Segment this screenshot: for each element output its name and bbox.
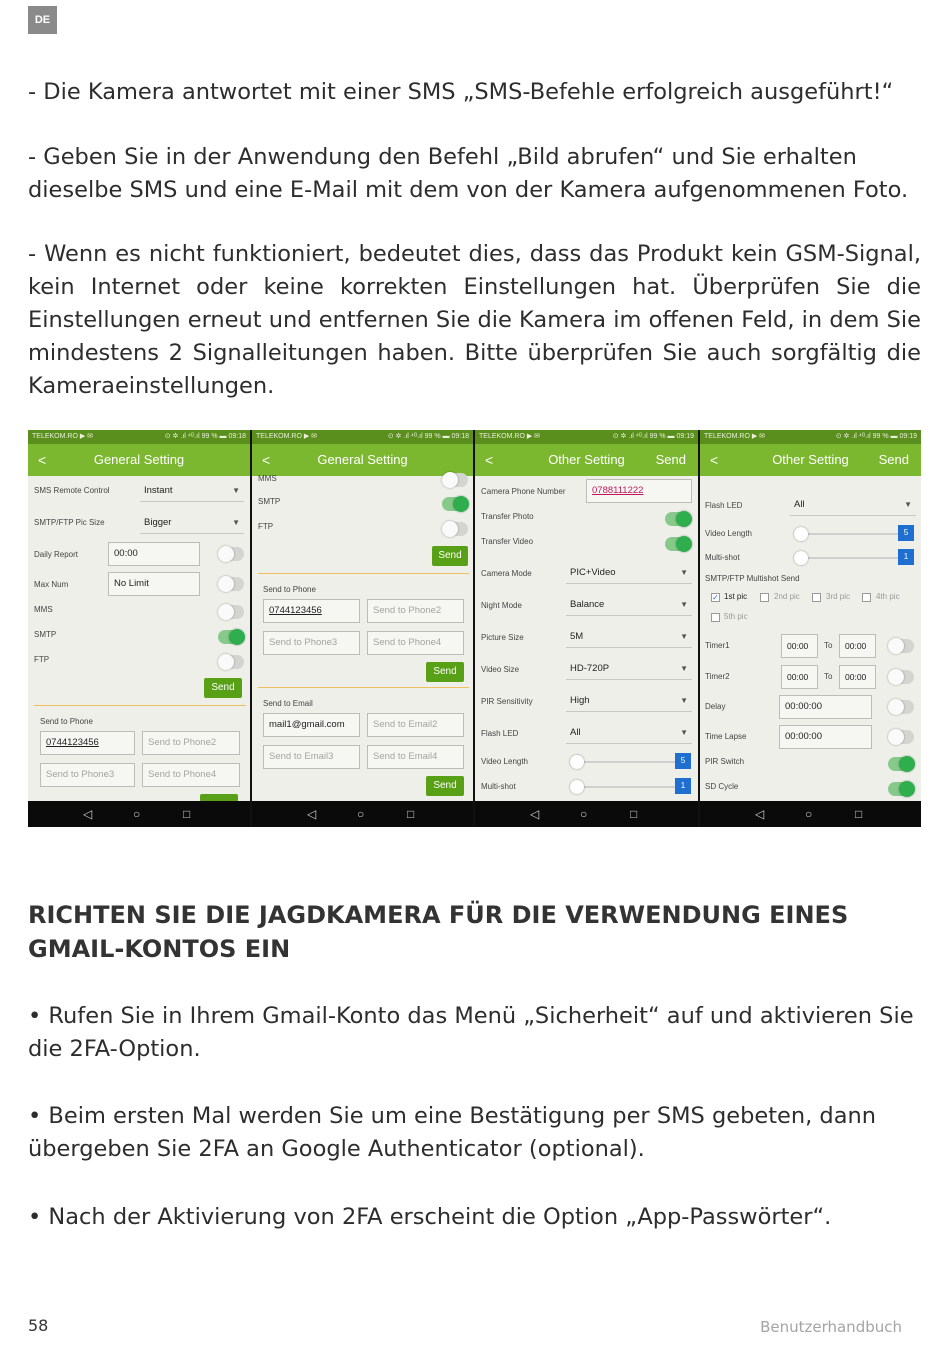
title-bar	[28, 444, 250, 476]
title-bar	[252, 444, 473, 476]
toggle-daily-report[interactable]	[218, 547, 244, 561]
input-max-num[interactable]: No Limit	[108, 572, 200, 596]
send-top-button[interactable]: Send	[655, 452, 686, 467]
nav-home-icon[interactable]: ○	[133, 807, 141, 821]
select-camera-mode[interactable]: PIC+Video ▼	[566, 562, 692, 584]
label-flash-led: Flash LED	[481, 729, 519, 738]
status-bar	[28, 430, 250, 444]
status-carrier: TELEKOM.RO ▶ ✉	[32, 433, 94, 440]
toggle-delay[interactable]	[888, 700, 914, 714]
input-phone2[interactable]: Send to Phone2	[142, 731, 240, 755]
status-carrier: TELEKOM.RO ▶ ✉	[479, 433, 541, 440]
label-pir-sensitivity: PIR Sensitivity	[481, 697, 533, 706]
toggle-timer1[interactable]	[888, 639, 914, 653]
nav-back-icon[interactable]: ◁	[83, 807, 93, 821]
android-nav-bar	[28, 801, 250, 827]
bullet-app-passwords: • Nach der Aktivierung von 2FA erscheint die Option „App-Passwörter“.	[28, 1204, 832, 1230]
toggle-mms[interactable]	[442, 473, 468, 487]
status-time: ⊙ ✲ .ıl ⁴ᴳ.ıl 99 % ▬ 09:18	[387, 433, 469, 440]
chevron-down-icon: ▼	[904, 500, 912, 509]
toggle-transfer-photo[interactable]	[665, 512, 691, 526]
toggle-ftp[interactable]	[442, 522, 468, 536]
input-delay[interactable]: 00:00:00	[779, 695, 872, 719]
app-screenshots	[28, 430, 921, 827]
screenshot-general-setting-2	[252, 430, 473, 827]
label-multi-shot: Multi-shot	[481, 782, 516, 791]
bullet-security-menu: • Rufen Sie in Ihrem Gmail-Konto das Menü „Sicherheit“ auf und aktivieren Sie die 2FA-Option.	[28, 1003, 914, 1062]
label-delay: Delay	[705, 702, 726, 711]
nav-back-icon[interactable]: ◁	[530, 807, 540, 821]
label-transfer-video: Transfer Video	[481, 537, 534, 546]
toggle-transfer-video[interactable]	[665, 537, 691, 551]
select-flash-led[interactable]: All ▼	[566, 722, 692, 744]
toggle-sd-cycle[interactable]	[888, 782, 914, 796]
label-send-to-phone: Send to Phone	[263, 585, 316, 594]
input-phone2[interactable]: Send to Phone2	[367, 599, 464, 623]
toggle-mms[interactable]	[218, 605, 244, 619]
label-smtp: SMTP	[258, 497, 281, 506]
back-icon[interactable]: <	[710, 452, 719, 468]
label-sd-cycle: SD Cycle	[705, 782, 739, 791]
select-picture-size[interactable]: 5M ▼	[566, 626, 692, 648]
label-pic-size: SMTP/FTP Pic Size	[34, 518, 105, 527]
label-night-mode: Night Mode	[481, 601, 522, 610]
divider	[34, 705, 246, 706]
input-timer1-end[interactable]: 00:00	[839, 634, 876, 658]
label-picture-size: Picture Size	[481, 633, 524, 642]
label-transfer-photo: Transfer Photo	[481, 512, 534, 521]
back-icon[interactable]: <	[262, 452, 271, 468]
select-pic-size[interactable]: Bigger ▼	[140, 512, 244, 534]
chevron-down-icon: ▼	[680, 728, 688, 737]
label-pic3: 3rd pic	[826, 592, 851, 601]
status-carrier: TELEKOM.RO ▶ ✉	[256, 433, 318, 440]
toggle-ftp[interactable]	[218, 655, 244, 669]
label-daily-report: Daily Report	[34, 550, 79, 559]
nav-home-icon[interactable]: ○	[357, 807, 365, 821]
slider-multi-shot[interactable]	[796, 557, 906, 559]
value-multi-shot: 1	[898, 549, 914, 565]
label-timer2-to: To	[824, 672, 833, 681]
back-icon[interactable]: <	[485, 452, 494, 468]
input-time-lapse[interactable]: 00:00:00	[779, 725, 872, 749]
input-phone3[interactable]: Send to Phone3	[263, 631, 360, 655]
send-button[interactable]: Send	[204, 678, 242, 698]
paragraph-sms-response: - Die Kamera antwortet mit einer SMS „SMS-Befehle erfolgreich ausgeführt!“	[28, 79, 894, 105]
section-heading: RICHTEN SIE DIE JAGDKAMERA FÜR DIE VERWENDUNG EINES GMAIL-KONTOS EIN	[28, 901, 849, 963]
send-button[interactable]: Send	[432, 546, 468, 566]
status-bar	[475, 430, 698, 444]
nav-recent-icon[interactable]: □	[183, 807, 191, 821]
select-sms-remote-control[interactable]: Instant ▼	[140, 480, 244, 502]
input-daily-report[interactable]: 00:00	[108, 542, 200, 566]
nav-recent-icon[interactable]: □	[855, 807, 863, 821]
input-email1[interactable]: mail1@gmail.com	[263, 713, 360, 737]
toggle-time-lapse[interactable]	[888, 730, 914, 744]
android-nav-bar	[475, 801, 698, 827]
toggle-smtp[interactable]	[442, 497, 468, 511]
divider	[258, 687, 469, 688]
value-video-length: 5	[675, 753, 691, 769]
input-email2[interactable]: Send to Email2	[367, 713, 464, 737]
bullet-sms-confirmation: • Beim ersten Mal werden Sie um eine Bestätigung per SMS gebeten, dann übergeben Sie 2FA an Google Authenticator (optional).	[28, 1103, 877, 1162]
status-bar	[700, 430, 921, 444]
footer-title: Benutzerhandbuch	[760, 1318, 902, 1336]
select-night-mode[interactable]: Balance ▼	[566, 594, 692, 616]
label-timer1: Timer1	[705, 641, 730, 650]
title-bar	[475, 444, 698, 476]
send-top-button[interactable]: Send	[878, 452, 909, 467]
label-timer2: Timer2	[705, 672, 730, 681]
slider-video-length[interactable]	[572, 761, 682, 763]
screen-title: General Setting	[93, 452, 185, 467]
chevron-down-icon: ▼	[232, 518, 240, 527]
toggle-smtp[interactable]	[218, 630, 244, 644]
status-bar	[252, 430, 473, 444]
nav-home-icon[interactable]: ○	[580, 807, 588, 821]
send-phone-button[interactable]: Send	[426, 662, 464, 682]
label-camera-mode: Camera Mode	[481, 569, 532, 578]
checkbox-pic4[interactable]	[862, 593, 871, 602]
label-time-lapse: Time Lapse	[705, 732, 747, 741]
nav-back-icon[interactable]: ◁	[755, 807, 765, 821]
input-timer1-start[interactable]: 00:00	[781, 634, 818, 658]
input-camera-phone-number[interactable]: 0788111222	[586, 479, 692, 503]
chevron-down-icon: ▼	[680, 568, 688, 577]
value-multi-shot: 1	[675, 778, 691, 794]
input-timer2-start[interactable]: 00:00	[781, 665, 818, 689]
divider	[258, 573, 469, 574]
chevron-down-icon: ▼	[680, 664, 688, 673]
language-tab: DE	[28, 6, 57, 34]
status-time: ⊙ ✲ .ıl ⁴ᴳ.ıl 99 % ▬ 09:18	[164, 433, 246, 440]
chevron-down-icon: ▼	[680, 600, 688, 609]
label-multi-shot: Multi-shot	[705, 553, 740, 562]
title-bar	[700, 444, 921, 476]
input-phone4[interactable]: Send to Phone4	[142, 763, 240, 787]
paragraph-get-image: - Geben Sie in der Anwendung den Befehl „Bild abrufen“ und Sie erhalten dieselbe SMS und eine E-Mail mit dem von der Kamera aufgenommenen Foto.	[28, 144, 909, 203]
label-pic1: 1st pic	[724, 592, 748, 601]
nav-recent-icon[interactable]: □	[407, 807, 415, 821]
select-pir-sensitivity[interactable]: High ▼	[566, 690, 692, 712]
label-mms: MMS	[34, 605, 53, 614]
toggle-max-num[interactable]	[218, 577, 244, 591]
label-ftp: FTP	[258, 522, 274, 531]
screen-title: Other Setting	[548, 452, 625, 467]
slider-multi-shot[interactable]	[572, 786, 682, 788]
paragraph-troubleshooting: - Wenn es nicht funktioniert, bedeutet dies, dass das Produkt kein GSM-Signal, kein Internet oder keine korrekten Einstellungen hat. Überprüfen Sie die Einstellungen erneut und entfernen Sie die Kamera im offenen Feld, in dem Sie mindestens 2 Signalleitungen haben. Bitte überprüfen Sie auch sorgfältig die Kameraeinstellungen.	[28, 241, 921, 399]
screenshot-other-setting-1	[475, 430, 698, 827]
label-pir-switch: PIR Switch	[705, 757, 745, 766]
checkbox-pic1[interactable]: ✓	[712, 593, 719, 602]
back-icon[interactable]: <	[38, 452, 47, 468]
status-time: ⊙ ✲ .ıl ⁴ᴳ.ıl 99 % ▬ 09:19	[612, 433, 694, 440]
nav-home-icon[interactable]: ○	[805, 807, 813, 821]
checkbox-pic2[interactable]	[760, 593, 769, 602]
nav-recent-icon[interactable]: □	[630, 807, 638, 821]
checkbox-pic5[interactable]	[711, 613, 720, 622]
slider-video-length[interactable]	[796, 533, 906, 535]
page-number: 58	[28, 1316, 49, 1335]
label-video-length: Video Length	[705, 529, 753, 538]
label-flash-led: Flash LED	[705, 501, 743, 510]
label-mms: MMS	[258, 474, 277, 483]
screenshot-other-setting-2	[700, 430, 921, 827]
android-nav-bar	[700, 801, 921, 827]
android-nav-bar	[252, 801, 473, 827]
send-email-button[interactable]: Send	[426, 776, 464, 796]
label-max-num: Max Num	[34, 580, 69, 589]
screenshot-general-setting-1	[28, 430, 250, 827]
label-pic2: 2nd pic	[774, 592, 800, 601]
select-flash-led[interactable]: All ▼	[790, 494, 916, 516]
label-send-to-phone: Send to Phone	[40, 717, 93, 726]
label-multishot-send: SMTP/FTP Multishot Send	[705, 574, 800, 583]
input-phone1[interactable]: 0744123456	[40, 731, 135, 755]
chevron-down-icon: ▼	[680, 696, 688, 705]
toggle-pir-switch[interactable]	[888, 757, 914, 771]
input-phone3[interactable]: Send to Phone3	[40, 763, 135, 787]
chevron-down-icon: ▼	[680, 632, 688, 641]
chevron-down-icon: ▼	[232, 486, 240, 495]
input-timer2-end[interactable]: 00:00	[839, 665, 876, 689]
screen-title: Other Setting	[772, 452, 849, 467]
screen-title: General Setting	[317, 452, 408, 467]
value-video-length: 5	[898, 525, 914, 541]
label-pic5: 5th pic	[724, 612, 748, 621]
select-video-size[interactable]: HD-720P ▼	[566, 658, 692, 680]
label-ftp: FTP	[34, 655, 50, 664]
status-carrier: TELEKOM.RO ▶ ✉	[704, 433, 766, 440]
label-sms-remote-control: SMS Remote Control	[34, 486, 110, 495]
nav-back-icon[interactable]: ◁	[307, 807, 317, 821]
label-smtp: SMTP	[34, 630, 57, 639]
label-video-size: Video Size	[481, 665, 520, 674]
input-phone1[interactable]: 0744123456	[263, 599, 360, 623]
label-video-length: Video Length	[481, 757, 529, 766]
label-timer1-to: To	[824, 641, 833, 650]
status-time: ⊙ ✲ .ıl ⁴ᴳ.ıl 99 % ▬ 09:19	[835, 433, 917, 440]
label-pic4: 4th pic	[876, 592, 900, 601]
toggle-timer2[interactable]	[888, 670, 914, 684]
checkbox-pic3[interactable]	[812, 593, 821, 602]
label-send-to-email: Send to Email	[263, 699, 313, 708]
label-camera-phone-number: Camera Phone Number	[481, 487, 566, 496]
input-phone4[interactable]: Send to Phone4	[367, 631, 464, 655]
input-email4[interactable]: Send to Email4	[367, 745, 464, 769]
input-email3[interactable]: Send to Email3	[263, 745, 360, 769]
